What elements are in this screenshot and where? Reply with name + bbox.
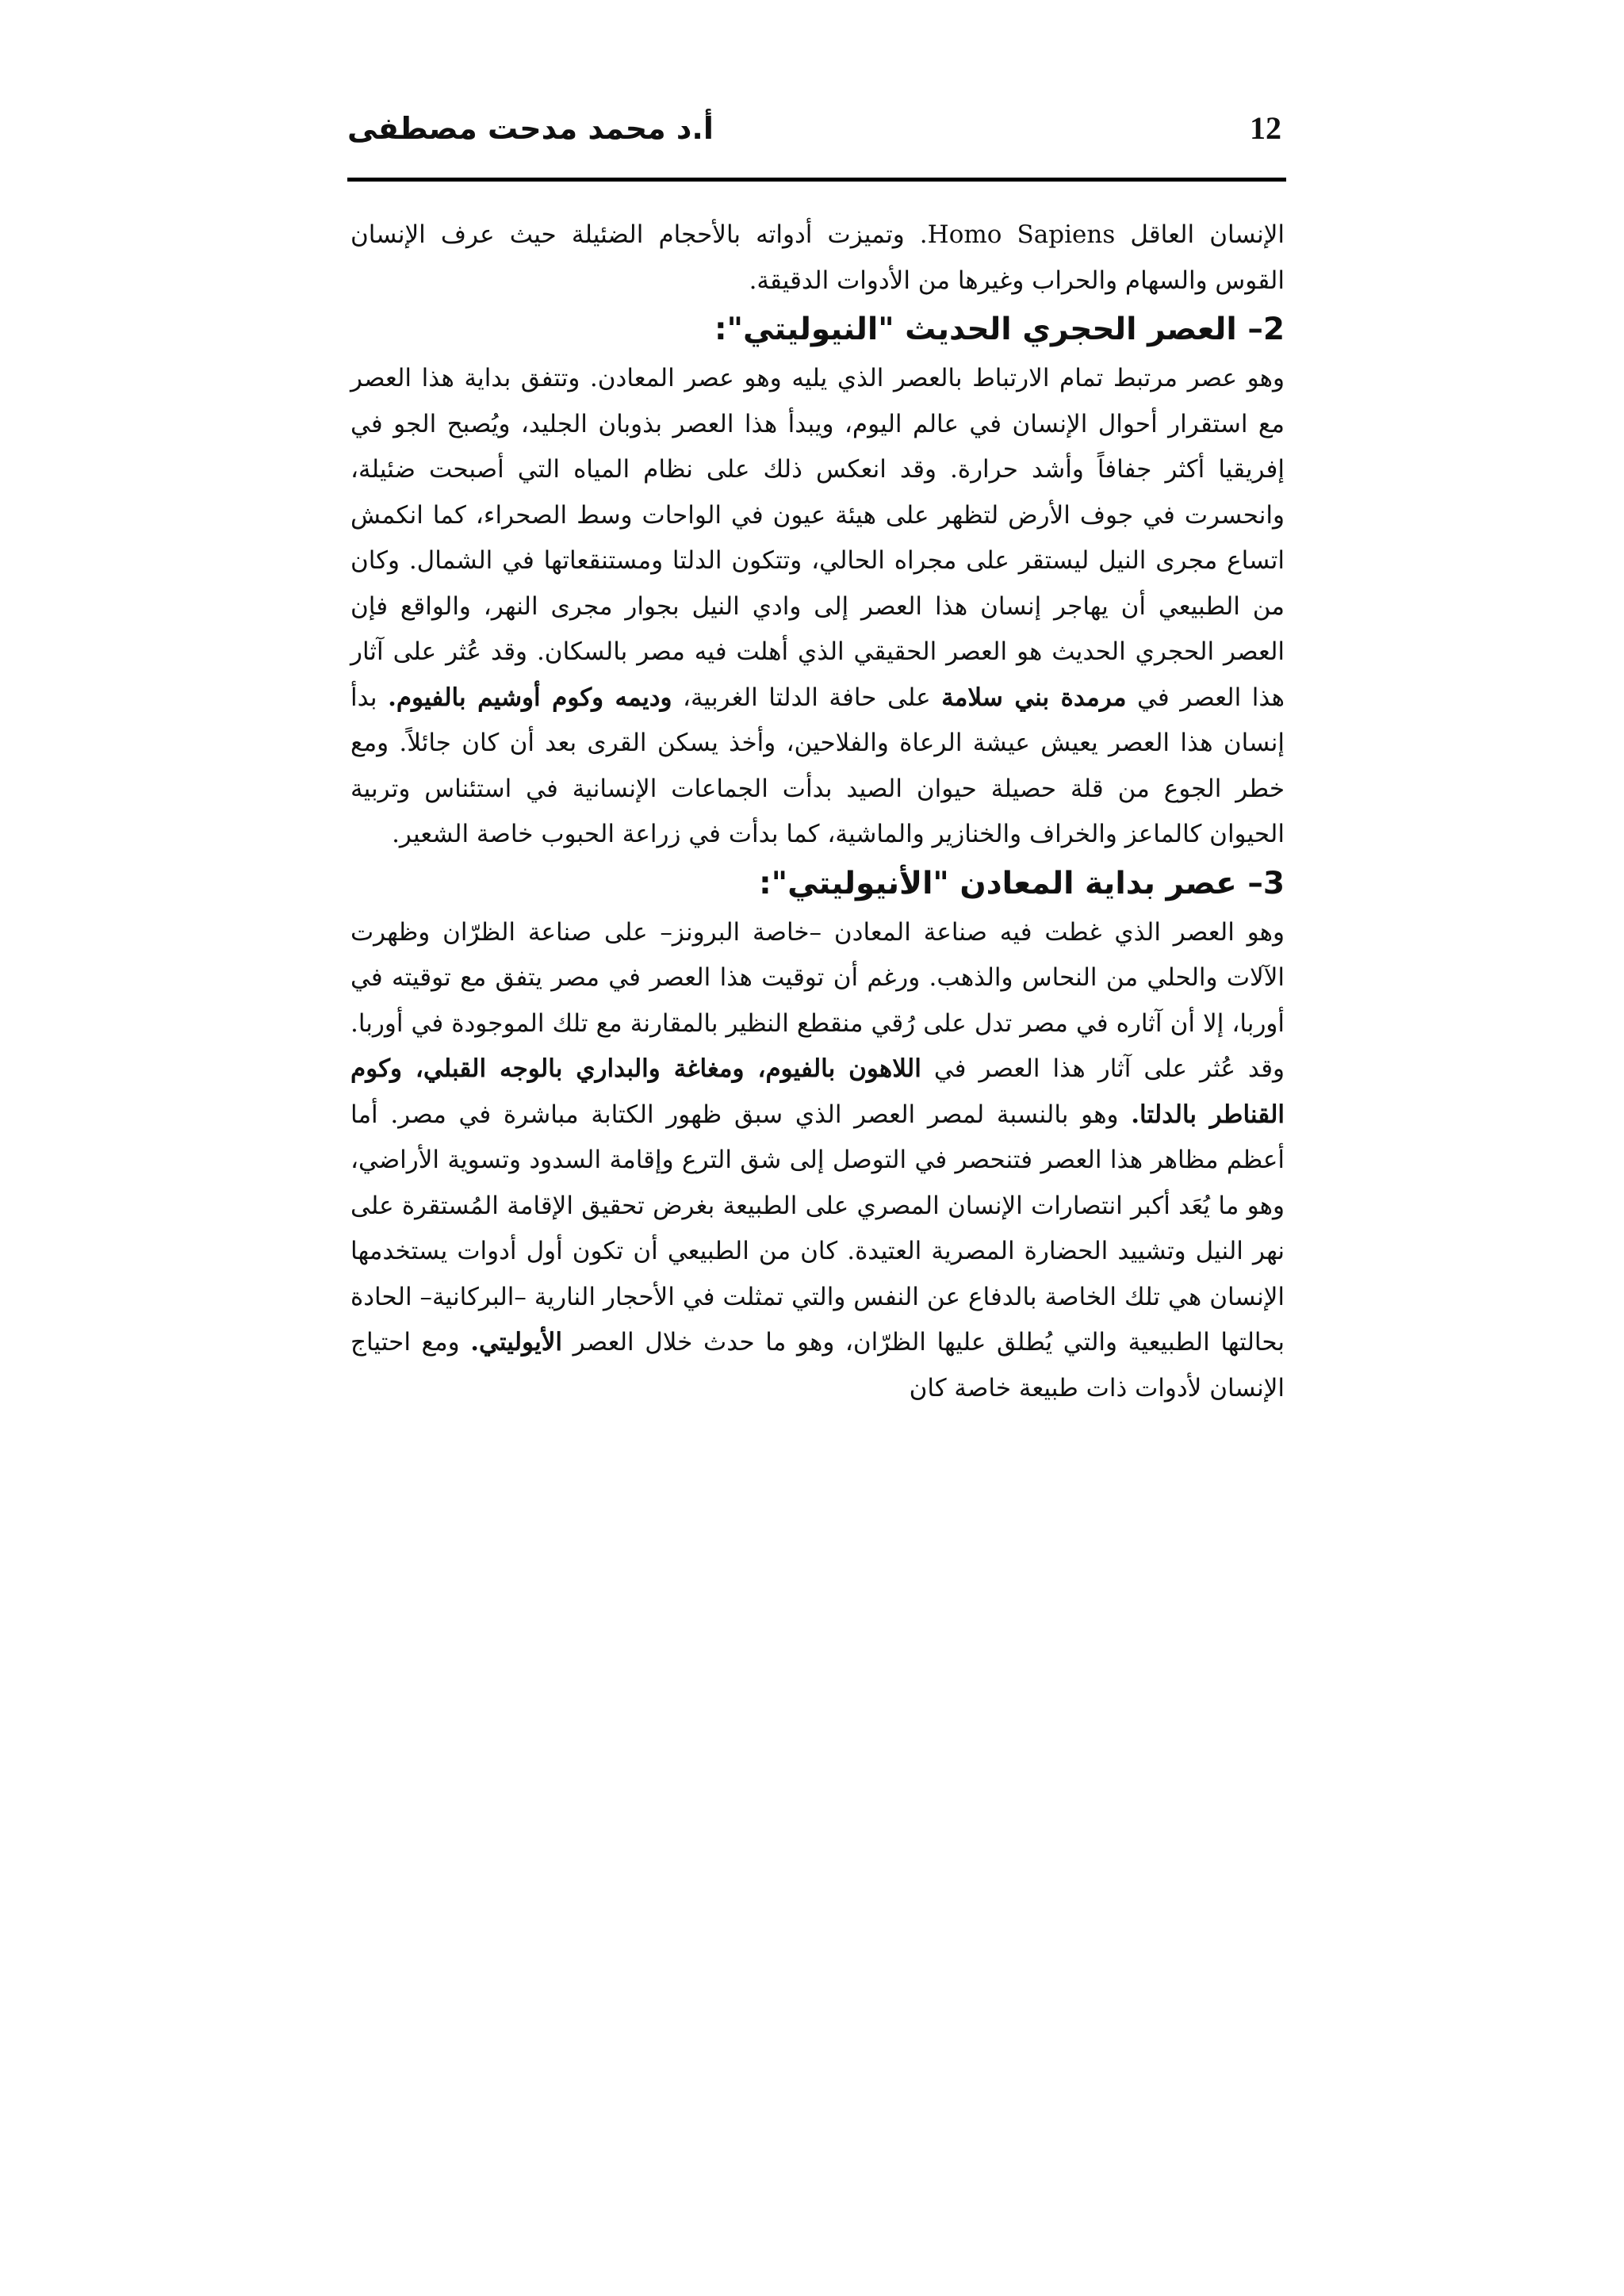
header-divider — [347, 178, 1286, 182]
text-run: ومع احتياج الإنسان لأدوات ذات طبيعة خاصة كان — [350, 1328, 1285, 1402]
paragraph-neolithic — [350, 356, 1285, 858]
author-name: أ.د محمد مدحت مصطفى — [347, 111, 714, 146]
bold-place-name: مرمدة بني سلامة — [941, 683, 1127, 712]
text-run: وهو عصر مرتبط تمام الارتباط بالعصر الذي يليه وهو عصر المعادن. وتتفق بداية هذا العصر مع استقرار أحوال الإنسان في عالم اليوم، ويبدأ هذا العصر بذوبان الجليد، ويُصبح الجو في إفريقيا أكثر جفافاً وأشد حرارة. وقد انعكس ذلك على نظام المياه التي أصبحت ضئيلة، وانحسرت في جوف الأرض لتظهر على هيئة عيون في الواحات وسط الصحراء، كما انكمش اتساع مجرى النيل ليستقر على مجراه الحالي، وتتكون الدلتا ومستنقعاتها في الشمال. وكان من الطبيعي أن يهاجر إنسان هذا العصر إلى وادي النيل بجوار مجرى النهر، والواقع فإن العصر الحجري الحديث هو العصر الحقيقي الذي أهلت فيه مصر بالسكان. وقد عُثر على آثار هذا العصر في — [350, 364, 1285, 712]
heading-neolithic: 2– العصر الحجري الحديث "النيوليتي": — [714, 312, 1285, 347]
bold-place-name: وديمه وكوم أوشيم بالفيوم. — [388, 683, 672, 712]
paragraph-chalcolithic — [350, 910, 1285, 1412]
bold-place-name: اللاهون بالفيوم، ومغاغة والبداري بالوجه القبلي، وكوم القناطر بالدلتا. — [350, 1054, 1285, 1129]
text-run: على حافة الدلتا الغربية، — [683, 683, 931, 712]
text-run: بدأ إنسان هذا العصر يعيش عيشة الرعاة والفلاحين، وأخذ يسكن القرى بعد أن كان جائلاً. ومع خطر الجوع من قلة حصيلة حيوان الصيد بدأت الجماعات الإنسانية في استئناس وتربية الحيوان كالماعز والخراف والخنازير والماشية، كما بدأت في زراعة الحبوب خاصة الشعير. — [350, 683, 1285, 848]
page-number: 12 — [1250, 110, 1281, 146]
page-header — [347, 109, 1286, 157]
text-run: وهو العصر الذي غطت فيه صناعة المعادن –خاصة البرونز– على صناعة الظرّان وظهرت الآلات والحلي من النحاس والذهب. ورغم أن توقيت هذا العصر في مصر يتفق مع توقيته في أوربا، إلا أن آثاره في مصر تدل على رُقي منقطع النظير بالمقارنة مع تلك الموجودة في أوربا. وقد عُثر على آثار هذا العصر في — [350, 917, 1285, 1083]
paragraph-paleolithic-end: الإنسان العاقل Homo Sapiens. وتميزت أدواته بالأحجام الضئيلة حيث عرف الإنسان القوس والسهام والحراب وغيرها من الأدوات الدقيقة. — [350, 220, 1285, 295]
heading-chalcolithic: 3– عصر بداية المعادن "الأنيوليتي": — [759, 865, 1285, 901]
page-body — [350, 212, 1285, 1411]
bold-term: الأيوليتي. — [470, 1328, 562, 1357]
text-run: وهو بالنسبة لمصر العصر الذي سبق ظهور الكتابة مباشرة في مصر. أما أعظم مظاهر هذا العصر فتنحصر في التوصل إلى شق الترع وإقامة السدود وتسوية الأراضي، وهو ما يُعَد أكبر انتصارات الإنسان المصري على الطبيعة بغرض تحقيق الإقامة المُستقرة على نهر النيل وتشييد الحضارة المصرية العتيدة. كان من الطبيعي أن تكون أول أدوات يستخدمها الإنسان هي تلك الخاصة بالدفاع عن النفس والتي تمثلت في الأحجار النارية –البركانية– الحادة بحالتها الطبيعية والتي يُطلق عليها الظرّان، وهو ما حدث خلال العصر — [350, 1100, 1285, 1357]
